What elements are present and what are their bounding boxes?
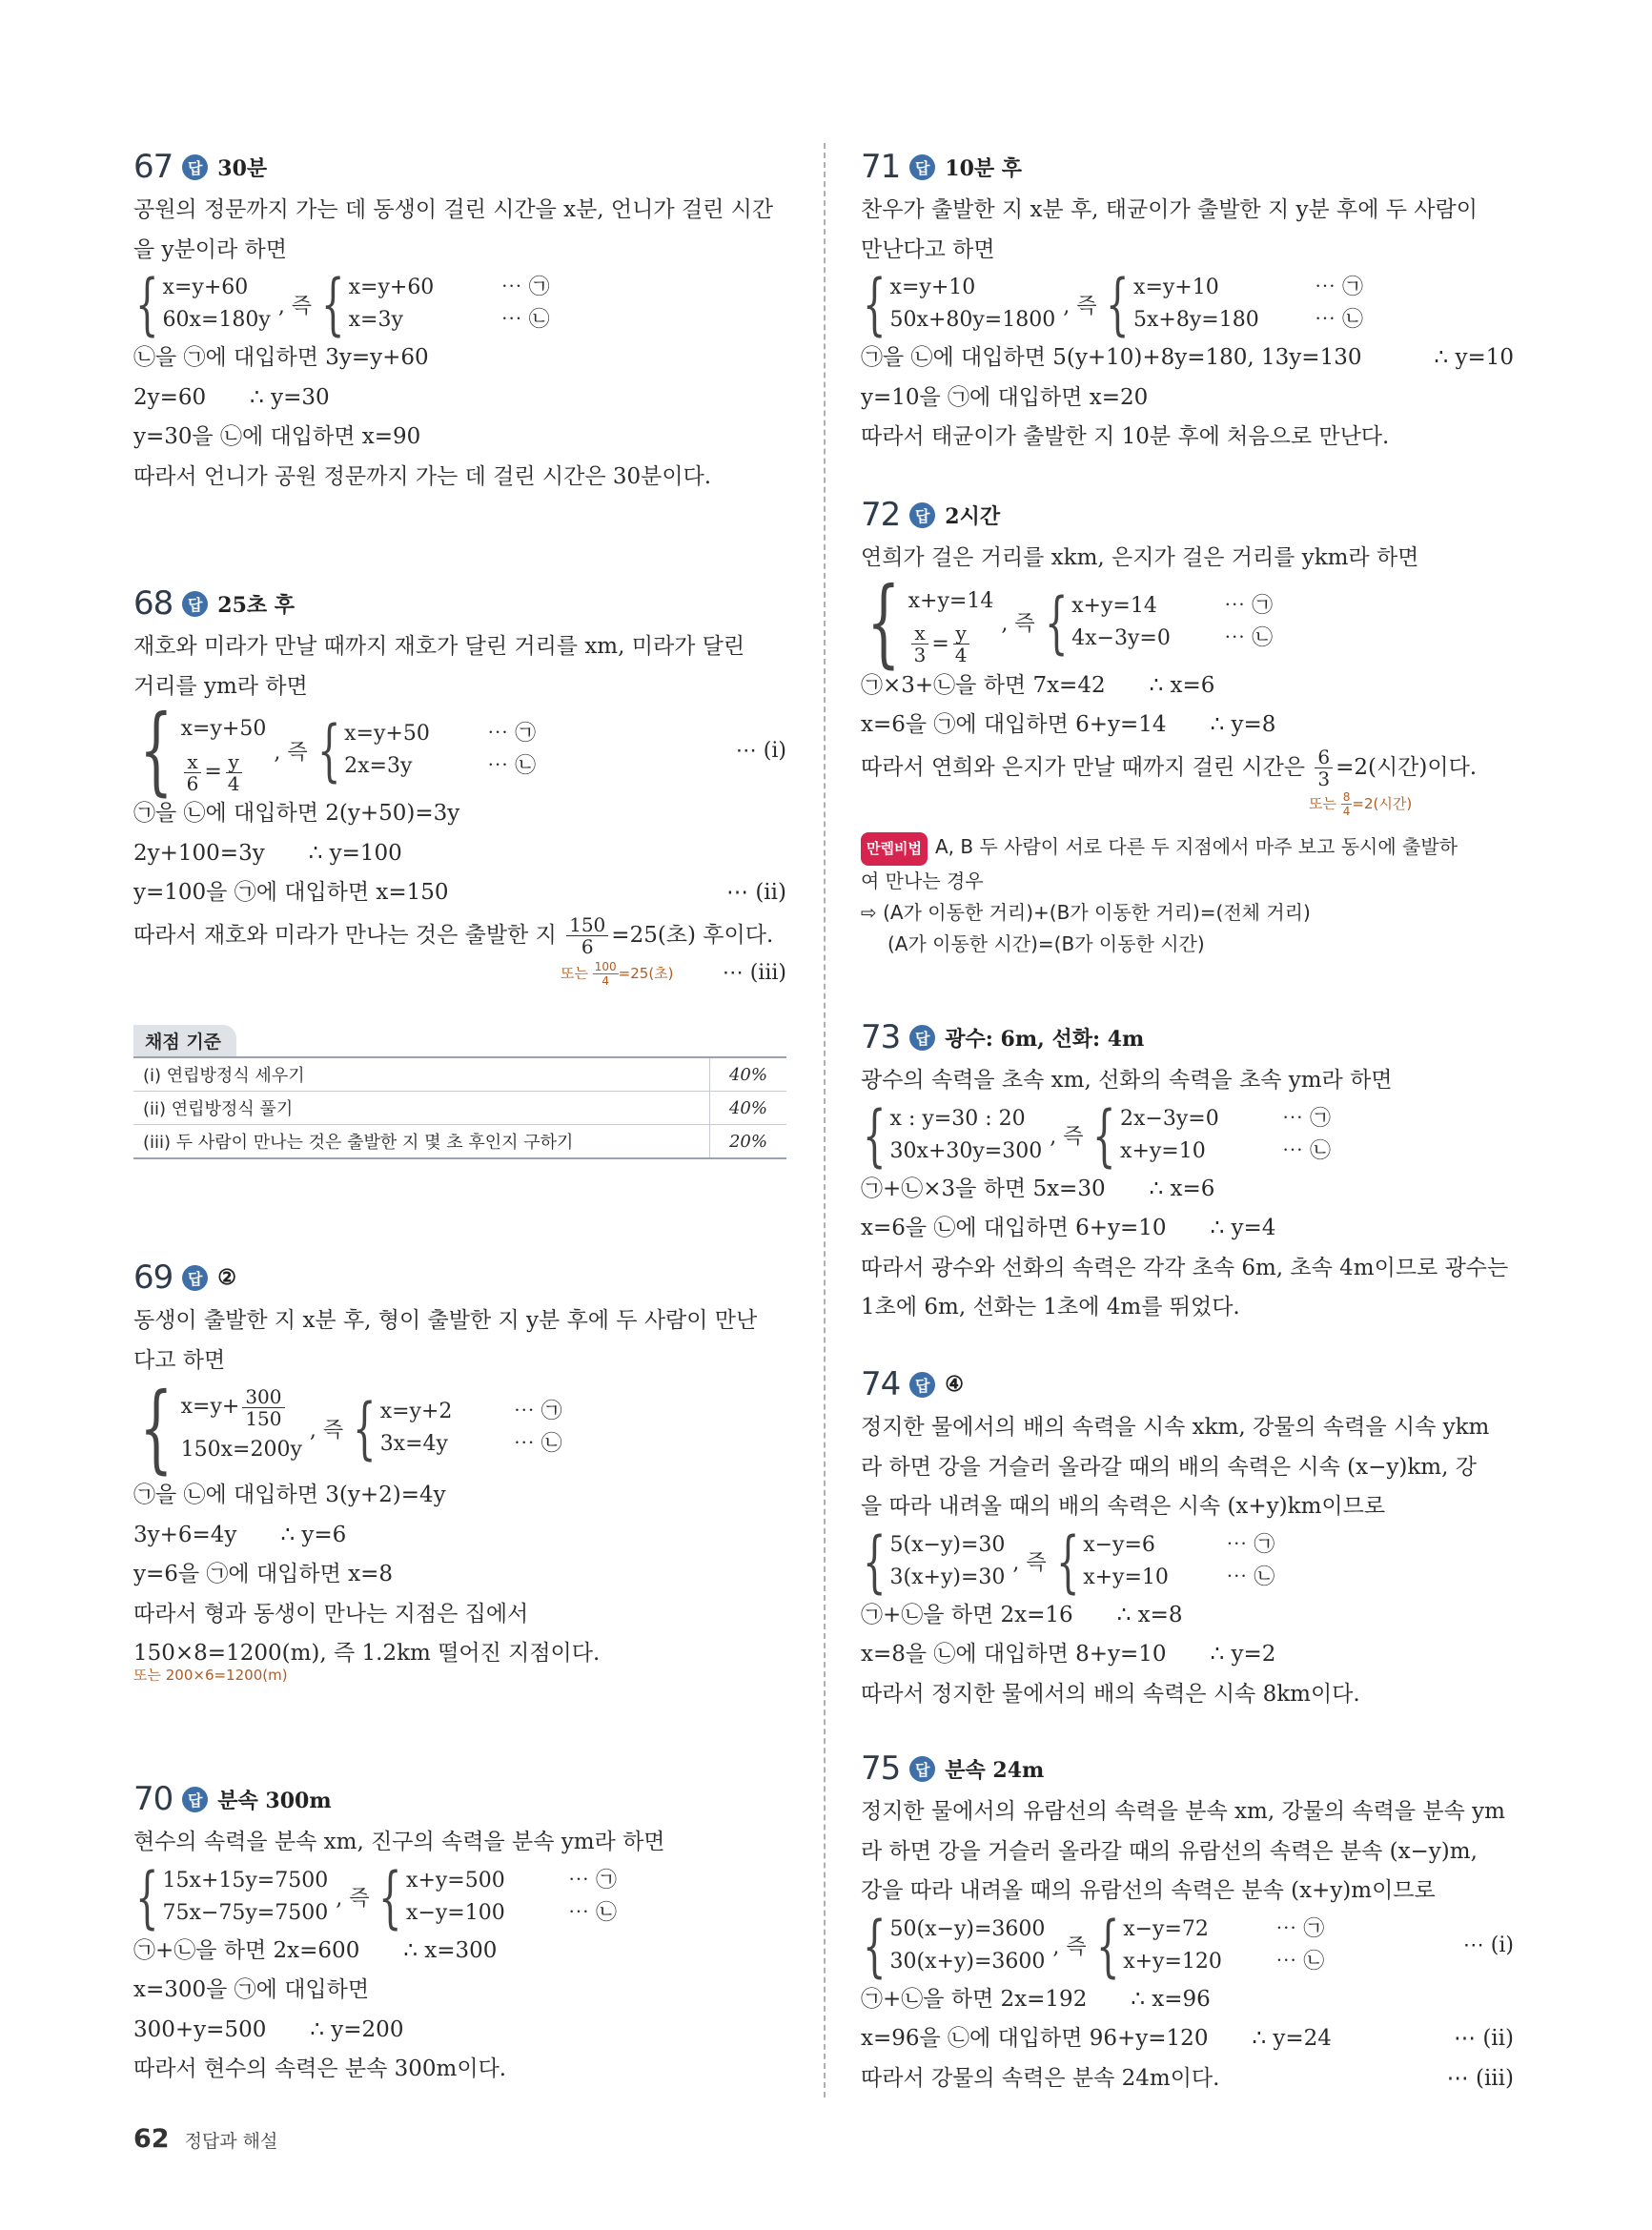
fraction-denominator: 4 xyxy=(954,644,968,666)
text-line: 따라서 현수의 속력은 분속 300m이다. xyxy=(133,2056,507,2081)
criteria-percent: 40% xyxy=(710,1092,787,1125)
equation-system xyxy=(133,265,786,343)
equation-mark: ⋯ ㉠ xyxy=(1315,276,1364,299)
equation: 2x−3y=0 xyxy=(1120,1106,1219,1131)
equation-mark: ⋯ ㉡ xyxy=(513,1432,562,1456)
problem-number: 72 xyxy=(861,496,901,534)
problem-number: 73 xyxy=(861,1018,901,1056)
text-line: 거리를 ym라 하면 xyxy=(133,673,308,699)
brace-icon: { xyxy=(863,1906,887,1985)
separator: , 즉 xyxy=(1050,1125,1084,1149)
text-line: 정지한 물에서의 배의 속력을 시속 xkm, 강물의 속력을 시속 ykm xyxy=(861,1415,1490,1440)
equation: 2y+100=3y xyxy=(133,840,265,866)
equation-mark: ⋯ ㉠ xyxy=(1282,1106,1332,1131)
brace-icon: { xyxy=(863,265,887,343)
answer-badge-icon: 답 xyxy=(182,154,208,180)
problem-75 xyxy=(861,1745,1514,2098)
equation-mark: ⋯ ㉠ xyxy=(513,1400,562,1423)
equation: x+y=14 xyxy=(1071,593,1157,618)
separator: , 즉 xyxy=(1001,612,1035,636)
text-line: y=6을 ㉠에 대입하면 x=8 xyxy=(133,1562,394,1586)
equation: ∴ x=300 xyxy=(403,1937,498,1963)
equation: x−y=100 xyxy=(406,1900,505,1925)
equation: 50(x−y)=3600 xyxy=(889,1916,1046,1941)
footer-label: 정답과 해설 xyxy=(184,2131,278,2152)
equation: x+y=10 xyxy=(1120,1138,1206,1163)
equation-mark: ⋯ ㉡ xyxy=(1275,1949,1325,1974)
text-line: 현수의 속력을 분속 xm, 진구의 속력을 분속 ym라 하면 xyxy=(133,1830,665,1854)
equation: x=y+60 xyxy=(162,276,249,299)
equation: x+y=14 xyxy=(908,588,994,613)
text-line xyxy=(133,1516,786,1556)
equation-system xyxy=(861,1522,1514,1601)
brace-icon: { xyxy=(139,694,173,806)
step-label: ⋯ (i) xyxy=(1462,1933,1514,1957)
text: 따라서 강물의 속력은 분속 24m이다. xyxy=(861,2065,1220,2091)
brace-icon: { xyxy=(316,711,341,789)
problem-number: 74 xyxy=(861,1365,901,1403)
equation: 15x+15y=7500 xyxy=(162,1868,329,1892)
answer-badge-icon: 답 xyxy=(909,502,935,528)
equation: x+y=120 xyxy=(1123,1949,1222,1974)
fraction-denominator: 3 xyxy=(913,644,927,666)
text-line: 라 하면 강을 거슬러 올라갈 때의 유람선의 속력은 분속 (x−y)m, xyxy=(861,1838,1478,1864)
text-line xyxy=(861,746,1514,789)
criteria-percent: 40% xyxy=(710,1057,787,1092)
answer-text: 2시간 xyxy=(945,503,1001,529)
equation-system xyxy=(861,565,1514,678)
equation-system xyxy=(861,265,1514,343)
answer-badge-icon: 답 xyxy=(182,1265,208,1291)
answer-badge-icon: 답 xyxy=(909,1756,935,1782)
text-line xyxy=(861,1596,1514,1636)
text-line xyxy=(133,913,786,957)
problem-header xyxy=(133,580,786,627)
equation: 150x=200y xyxy=(180,1438,302,1462)
separator: , 즉 xyxy=(1012,1551,1047,1575)
equation: ∴ y=10 xyxy=(1434,345,1514,370)
equation: x=3y xyxy=(348,308,403,332)
text-line: ㉠을 ㉡에 대입하면 3(y+2)=4y xyxy=(133,1483,446,1507)
text: x=y+ xyxy=(180,1395,240,1419)
text-line: 라 하면 강을 거슬러 올라갈 때의 배의 속력은 시속 (x−y)km, 강 xyxy=(861,1454,1477,1480)
text-line xyxy=(133,2011,786,2051)
text-line: 을 y분이라 하면 xyxy=(133,236,287,262)
text: 따라서 연희와 은지가 만날 때까지 걸린 시간은 xyxy=(861,754,1306,780)
step-label: ⋯ (iii) xyxy=(1446,2065,1514,2091)
separator: , 즉 xyxy=(1063,294,1097,318)
equation: x : y=30 : 20 xyxy=(889,1106,1026,1131)
equation-mark: ⋯ ㉡ xyxy=(1224,625,1274,650)
fraction-numerator: 100 xyxy=(594,959,617,973)
equation-mark: ⋯ ㉡ xyxy=(1226,1565,1275,1589)
equation: 30x+30y=300 xyxy=(889,1138,1043,1163)
equation: 3y+6=4y xyxy=(133,1522,237,1547)
equation: ㉠+㉡을 하면 2x=600 xyxy=(133,1937,360,1963)
brace-icon: { xyxy=(135,265,159,343)
equation: 300+y=500 xyxy=(133,2016,267,2042)
problem-74 xyxy=(861,1361,1514,1714)
brace-icon: { xyxy=(1055,1522,1080,1601)
step-label: ⋯ (ii) xyxy=(726,880,786,905)
equation: 50x+80y=1800 xyxy=(889,308,1056,332)
text-line: 을 따라 내려올 때의 배의 속력은 시속 (x+y)km이므로 xyxy=(861,1494,1386,1519)
problem-header xyxy=(861,1013,1514,1061)
answer-badge-icon: 답 xyxy=(909,1025,935,1051)
equation: x=8을 ㉡에 대입하면 8+y=10 xyxy=(861,1642,1167,1667)
fraction-numerator: y xyxy=(226,751,242,773)
equation-system xyxy=(133,1857,786,1936)
problem-number: 75 xyxy=(861,1749,901,1788)
text-line: 따라서 언니가 공원 정문까지 가는 데 걸린 시간은 30분이다. xyxy=(133,463,712,489)
problem-69 xyxy=(133,1254,786,1684)
equation: 5(x−y)=30 xyxy=(889,1532,1006,1557)
text-line xyxy=(861,2019,1514,2059)
fraction-denominator: 6 xyxy=(581,935,594,958)
criteria-label: (iii) 두 사람이 만나는 것은 출발한 지 몇 초 후인지 구하기 xyxy=(133,1125,710,1159)
equation: x=y+60 xyxy=(348,276,435,299)
criteria-percent: 20% xyxy=(710,1125,787,1159)
equation: x=6을 ㉠에 대입하면 6+y=14 xyxy=(861,712,1167,737)
equation: 2y=60 xyxy=(133,384,207,410)
brace-icon: { xyxy=(863,1095,887,1175)
text-line xyxy=(861,1170,1514,1210)
note-text: 또는 xyxy=(1309,794,1336,812)
fraction-numerator: y xyxy=(953,623,969,644)
equation: x=y+10 xyxy=(889,276,976,299)
answer-text: ④ xyxy=(945,1372,964,1397)
equation: ∴ y=100 xyxy=(308,840,402,866)
equation: ∴ y=30 xyxy=(250,384,330,410)
text-line xyxy=(133,873,786,913)
step-label: ⋯ (ii) xyxy=(1454,2026,1514,2051)
equation: 4x−3y=0 xyxy=(1071,625,1171,650)
equation: x=96을 ㉡에 대입하면 96+y=120 xyxy=(861,2026,1209,2051)
brace-icon: { xyxy=(1106,265,1131,343)
text-line: 강을 따라 내려올 때의 유람선의 속력은 분속 (x+y)m이므로 xyxy=(861,1878,1436,1903)
text-line xyxy=(133,1932,786,1972)
answer-text: ② xyxy=(217,1265,236,1290)
equation-mark: ⋯ ㉡ xyxy=(1282,1138,1332,1163)
fraction-numerator: x xyxy=(184,751,200,773)
step-label: ⋯ (i) xyxy=(735,738,786,763)
answer-badge-icon: 답 xyxy=(909,1372,935,1398)
alt-note xyxy=(133,957,786,990)
equation-mark: ⋯ ㉠ xyxy=(1275,1916,1325,1941)
equation: ∴ y=24 xyxy=(1252,2026,1332,2051)
note-text: 또는 xyxy=(561,964,588,982)
equation: ㉠+㉡을 하면 2x=16 xyxy=(861,1602,1073,1627)
problem-header xyxy=(861,1361,1514,1408)
equation: ㉠+㉡×3을 하면 5x=30 xyxy=(861,1176,1106,1201)
page-number: 62 xyxy=(133,2124,170,2154)
equation-system xyxy=(133,694,786,806)
answer-text: 25초 후 xyxy=(217,592,296,618)
text-line xyxy=(861,1980,1514,2020)
equation: y=100을 ㉠에 대입하면 x=150 xyxy=(133,880,449,905)
equation: x=y+2 xyxy=(379,1400,453,1423)
text-line: 재호와 미라가 만날 때까지 재호가 달린 거리를 xm, 미라가 달린 xyxy=(133,634,745,659)
text-line: y=30을 ㉡에 대입하면 x=90 xyxy=(133,424,421,449)
equation-mark: ⋯ ㉠ xyxy=(500,276,550,299)
fraction-numerator: 300 xyxy=(242,1386,284,1408)
equation: x=y+50 xyxy=(344,722,430,746)
text-line xyxy=(861,1209,1514,1249)
tip-text: A, B 두 사람이 서로 다른 두 지점에서 마주 보고 동시에 출발하 xyxy=(934,834,1458,858)
page-footer xyxy=(133,2124,277,2154)
answer-text: 광수: 6m, 선화: 4m xyxy=(945,1026,1145,1052)
brace-icon: { xyxy=(135,1857,159,1936)
text-line xyxy=(133,834,786,874)
equation: x+y=10 xyxy=(1083,1565,1169,1589)
note-text: =25(초) xyxy=(618,964,674,982)
equation-mark: ⋯ ㉡ xyxy=(568,1900,618,1925)
answer-text: 분속 300m xyxy=(217,1788,332,1813)
equation: ∴ x=8 xyxy=(1116,1602,1183,1627)
equation: ∴ x=6 xyxy=(1149,672,1215,698)
text-line: y=10을 ㉠에 대입하면 x=20 xyxy=(861,384,1149,410)
separator: , 즉 xyxy=(309,1418,344,1442)
equation: ∴ y=6 xyxy=(280,1522,347,1547)
text-line: 공원의 정문까지 가는 데 동생이 걸린 시간을 x분, 언니가 걸린 시간 xyxy=(133,197,774,222)
text-line: 따라서 광수와 선화의 속력은 각각 초속 6m, 초속 4m이므로 광수는 xyxy=(861,1255,1509,1280)
problem-72 xyxy=(861,491,1514,960)
answer-text: 분속 24m xyxy=(945,1757,1045,1783)
separator: , 즉 xyxy=(1052,1935,1087,1959)
equation-mark: ⋯ ㉡ xyxy=(500,308,550,332)
equation: x=y+10 xyxy=(1133,276,1219,299)
text-line: 다고 하면 xyxy=(133,1347,226,1373)
alt-note: 또는 200×6=1200(m) xyxy=(133,1666,288,1684)
grading-table xyxy=(133,1056,786,1159)
tip-text: 여 만나는 경우 xyxy=(861,869,984,892)
brace-icon: { xyxy=(321,265,345,343)
problem-header xyxy=(133,143,786,191)
text-line xyxy=(861,338,1514,378)
equals: = xyxy=(931,631,949,656)
answer-badge-icon: 답 xyxy=(182,1787,208,1812)
text-line: 찬우가 출발한 지 x분 후, 태균이가 출발한 지 y분 후에 두 사람이 xyxy=(861,197,1478,222)
fraction-denominator: 4 xyxy=(1342,804,1351,818)
note-text: =2(시간) xyxy=(1352,794,1413,812)
equation-system xyxy=(133,1372,786,1483)
equation-mark: ⋯ ㉠ xyxy=(1226,1532,1275,1557)
column-divider xyxy=(824,143,826,2097)
text-line: 따라서 태균이가 출발한 지 10분 후에 처음으로 만난다. xyxy=(861,424,1390,449)
table-row xyxy=(133,1125,786,1159)
brace-icon: { xyxy=(139,1372,173,1483)
table-row xyxy=(133,1092,786,1125)
answer-text: 30분 xyxy=(217,155,268,181)
equation-mark: ⋯ ㉠ xyxy=(568,1868,618,1892)
step-label: ⋯ (iii) xyxy=(722,960,786,985)
equation: 30(x+y)=3600 xyxy=(889,1949,1046,1974)
separator: , 즉 xyxy=(274,740,308,765)
equation: 2x=3y xyxy=(344,754,413,778)
text-line xyxy=(861,2059,1514,2099)
criteria-label: (ii) 연립방정식 풀기 xyxy=(133,1092,710,1125)
equation: x=y+50 xyxy=(180,717,267,741)
answer-badge-icon: 답 xyxy=(182,591,208,617)
fraction-denominator: 6 xyxy=(186,771,199,795)
equation: 3x=4y xyxy=(379,1432,448,1456)
tip-text: (A가 이동한 시간)=(B가 이동한 시간) xyxy=(887,931,1205,955)
fraction-denominator: 4 xyxy=(227,771,240,795)
fraction-denominator: 150 xyxy=(245,1406,282,1430)
equation: ∴ y=4 xyxy=(1210,1216,1276,1240)
problem-header xyxy=(861,143,1514,191)
text-line xyxy=(133,378,786,419)
equation: ㉠+㉡을 하면 2x=192 xyxy=(861,1986,1088,2012)
equation: ㉠×3+㉡을 하면 7x=42 xyxy=(861,672,1106,698)
brace-icon: { xyxy=(1092,1095,1117,1175)
text-line: 따라서 형과 동생이 만나는 지점은 집에서 xyxy=(133,1601,529,1626)
problem-68 xyxy=(133,580,786,990)
text-line: 연희가 걸은 거리를 xkm, 은지가 걸은 거리를 ykm라 하면 xyxy=(861,545,1419,570)
equation-system xyxy=(861,1906,1514,1985)
problem-70 xyxy=(133,1775,786,2090)
tip-text: ⇨ (A가 이동한 거리)+(B가 이동한 거리)=(전체 거리) xyxy=(861,900,1311,924)
equation-mark: ⋯ ㉡ xyxy=(1315,308,1364,332)
brace-icon: { xyxy=(353,1389,377,1467)
text-line: ㉠을 ㉡에 대입하면 2(y+50)=3y xyxy=(133,801,460,826)
tip-box xyxy=(861,831,1514,960)
problem-number: 71 xyxy=(861,148,901,186)
equation: 75x−75y=7500 xyxy=(162,1900,329,1925)
fraction-numerator: x xyxy=(911,623,928,644)
brace-icon: { xyxy=(1044,583,1069,662)
equation: ∴ x=6 xyxy=(1149,1176,1215,1201)
equation: ㉠을 ㉡에 대입하면 5(y+10)+8y=180, 13y=130 xyxy=(861,345,1362,370)
text-line: 1초에 6m, 선화는 1초에 4m를 뛰었다. xyxy=(861,1295,1240,1320)
fraction-numerator: 150 xyxy=(566,914,608,936)
grading-title: 채점 기준 xyxy=(133,1025,236,1056)
problem-header xyxy=(133,1775,786,1823)
equation xyxy=(181,750,267,793)
problem-number: 70 xyxy=(133,1780,173,1818)
equation: ∴ x=96 xyxy=(1131,1986,1211,2012)
fraction-numerator: 6 xyxy=(1315,747,1333,768)
equation: 60x=180y xyxy=(162,308,271,332)
equation: ∴ y=2 xyxy=(1210,1642,1276,1667)
separator: , 즉 xyxy=(277,294,313,318)
text-line: 따라서 정지한 물에서의 배의 속력은 시속 8km이다. xyxy=(861,1681,1360,1707)
answer-badge-icon: 답 xyxy=(909,154,935,180)
equation: 3(x+y)=30 xyxy=(889,1565,1006,1589)
separator: , 즉 xyxy=(336,1887,370,1911)
text-line xyxy=(861,1635,1514,1675)
text-line: 광수의 속력을 초속 xm, 선화의 속력을 초속 ym라 하면 xyxy=(861,1068,1393,1093)
text-line xyxy=(861,666,1514,706)
equation-system xyxy=(861,1095,1514,1175)
problem-header xyxy=(861,1745,1514,1792)
equation: x−y=6 xyxy=(1083,1532,1155,1557)
text-line: 만난다고 하면 xyxy=(861,236,995,262)
text-line: ㉡을 ㉠에 대입하면 3y=y+60 xyxy=(133,345,429,370)
fraction-denominator: 3 xyxy=(1317,767,1331,790)
equation: x−y=72 xyxy=(1123,1916,1209,1941)
grading-criteria xyxy=(133,1025,786,1159)
equation xyxy=(908,623,994,665)
problem-71 xyxy=(861,143,1514,458)
text-line xyxy=(861,706,1514,746)
problem-73 xyxy=(861,1013,1514,1328)
equation: 5x+8y=180 xyxy=(1133,308,1259,332)
problem-number: 67 xyxy=(133,148,173,186)
text-line: 정지한 물에서의 유람선의 속력을 분속 xm, 강물의 속력을 분속 ym xyxy=(861,1799,1505,1824)
brace-icon: { xyxy=(1095,1906,1120,1985)
brace-icon: { xyxy=(863,1522,887,1601)
table-row xyxy=(133,1057,786,1092)
equals: = xyxy=(204,760,222,784)
problem-header xyxy=(133,1254,786,1301)
text: =25(초) 후이다. xyxy=(611,922,774,948)
equation xyxy=(181,1385,302,1428)
text: =2(시간)이다. xyxy=(1336,754,1478,780)
tip-badge: 만렙비법 xyxy=(861,832,928,866)
fraction-numerator: 8 xyxy=(1342,789,1351,804)
fraction-denominator: 4 xyxy=(602,973,610,988)
text: 따라서 재호와 미라가 만나는 것은 출발한 지 xyxy=(133,922,557,948)
equation: x=6을 ㉡에 대입하면 6+y=10 xyxy=(861,1216,1167,1240)
text-line: x=300을 ㉠에 대입하면 xyxy=(133,1977,370,2002)
equation: x+y=500 xyxy=(406,1868,505,1892)
alt-note xyxy=(861,789,1514,818)
problem-header xyxy=(861,491,1514,539)
problem-number: 69 xyxy=(133,1258,173,1297)
problem-67 xyxy=(133,143,786,497)
problem-number: 68 xyxy=(133,584,173,623)
equation-mark: ⋯ ㉡ xyxy=(487,754,537,778)
equation: ∴ y=200 xyxy=(310,2016,404,2042)
equation-mark: ⋯ ㉠ xyxy=(1224,593,1274,618)
text-line: 동생이 출발한 지 x분 후, 형이 출발한 지 y분 후에 두 사람이 만난 xyxy=(133,1308,758,1333)
equation-mark: ⋯ ㉠ xyxy=(487,722,537,746)
text-line: 150×8=1200(m), 즉 1.2km 떨어진 지점이다. xyxy=(133,1641,601,1666)
brace-icon: { xyxy=(867,565,901,678)
equation: ∴ y=8 xyxy=(1210,712,1276,737)
brace-icon: { xyxy=(378,1857,403,1936)
answer-text: 10분 후 xyxy=(945,155,1023,181)
criteria-label: (i) 연립방정식 세우기 xyxy=(133,1057,710,1092)
